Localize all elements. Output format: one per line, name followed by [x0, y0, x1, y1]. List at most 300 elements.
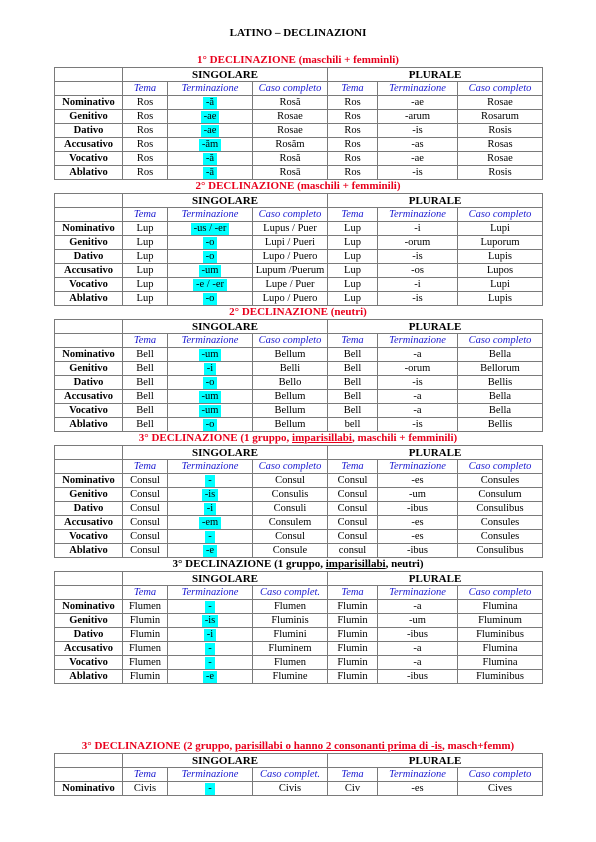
column-header-row: [55, 334, 543, 348]
plur-caso-completo: Rosis: [458, 166, 543, 180]
highlighted-ending: -i: [204, 363, 216, 375]
sing-terminazione: [168, 96, 253, 110]
sing-terminazione: [168, 600, 253, 614]
number-header-row: [55, 68, 543, 82]
plur-caso-completo: Flumina: [458, 600, 543, 614]
declension-row: [55, 782, 543, 796]
case-name: Ablativo: [55, 292, 123, 306]
plur-terminazione: -orum: [378, 236, 458, 250]
sing-terminazione: [168, 516, 253, 530]
highlighted-ending: -ă: [203, 153, 217, 165]
caso-completo-header: Caso completo: [253, 208, 328, 222]
sing-tema: Ros: [123, 96, 168, 110]
column-header-row: [55, 586, 543, 600]
singolare-header: SINGOLARE: [123, 68, 328, 82]
terminazione-header: Terminazione: [168, 208, 253, 222]
highlighted-ending: -: [205, 531, 215, 543]
plur-caso-completo: Consulibus: [458, 502, 543, 516]
sing-terminazione: [168, 292, 253, 306]
highlighted-ending: -ae: [201, 125, 220, 137]
plurale-header: PLURALE: [328, 572, 543, 586]
terminazione-header: Terminazione: [378, 82, 458, 96]
sing-terminazione: [168, 614, 253, 628]
sing-terminazione: [168, 362, 253, 376]
sing-caso-completo: Lupum /Puerum: [253, 264, 328, 278]
sing-tema: Bell: [123, 348, 168, 362]
plur-tema: Flumin: [328, 628, 378, 642]
plur-caso-completo: Bellorum: [458, 362, 543, 376]
sing-caso-completo: Consul: [253, 530, 328, 544]
plur-terminazione: -is: [378, 376, 458, 390]
number-header-row: [55, 754, 543, 768]
plur-terminazione: -orum: [378, 362, 458, 376]
case-name: Dativo: [55, 502, 123, 516]
plur-terminazione: -es: [378, 530, 458, 544]
sing-terminazione: [168, 502, 253, 516]
sing-caso-completo: Lupo / Puero: [253, 250, 328, 264]
sing-tema: Lup: [123, 292, 168, 306]
highlighted-ending: -is: [202, 489, 219, 501]
caso-completo-header: Caso completo: [458, 768, 543, 782]
sing-tema: Bell: [123, 404, 168, 418]
tema-header: Tema: [123, 334, 168, 348]
plur-terminazione: -is: [378, 166, 458, 180]
sing-terminazione: [168, 348, 253, 362]
case-name: Vocativo: [55, 404, 123, 418]
tema-header: Tema: [123, 208, 168, 222]
case-name: Accusativo: [55, 516, 123, 530]
sing-caso-completo: Lupus / Puer: [253, 222, 328, 236]
plur-caso-completo: Lupi: [458, 278, 543, 292]
declension-row: [55, 516, 543, 530]
highlighted-ending: -ă: [203, 97, 217, 109]
plurale-header: PLURALE: [328, 446, 543, 460]
plur-caso-completo: Rosae: [458, 96, 543, 110]
sing-terminazione: [168, 110, 253, 124]
highlighted-ending: -e / -er: [193, 279, 227, 291]
plur-caso-completo: Cives: [458, 782, 543, 796]
column-header-row: [55, 768, 543, 782]
sing-terminazione: [168, 418, 253, 432]
terminazione-header: Terminazione: [378, 208, 458, 222]
sing-tema: Consul: [123, 544, 168, 558]
sing-terminazione: [168, 264, 253, 278]
tema-header: Tema: [328, 82, 378, 96]
plur-tema: Consul: [328, 516, 378, 530]
sing-tema: Consul: [123, 530, 168, 544]
plur-tema: Lup: [328, 278, 378, 292]
case-name: Dativo: [55, 250, 123, 264]
sing-caso-completo: Bello: [253, 376, 328, 390]
sing-caso-completo: Bellum: [253, 390, 328, 404]
plur-tema: Flumin: [328, 600, 378, 614]
declension-row: [55, 670, 543, 684]
highlighted-ending: -o: [203, 251, 218, 263]
declension-row: [55, 628, 543, 642]
terminazione-header: Terminazione: [378, 334, 458, 348]
case-name: Accusativo: [55, 390, 123, 404]
plur-caso-completo: Rosae: [458, 152, 543, 166]
sing-terminazione: [168, 222, 253, 236]
tema-header: Tema: [328, 208, 378, 222]
column-header-row: [55, 460, 543, 474]
terminazione-header: Terminazione: [168, 334, 253, 348]
sing-terminazione: [168, 530, 253, 544]
sing-caso-completo: Civis: [253, 782, 328, 796]
plur-tema: Ros: [328, 166, 378, 180]
sing-tema: Consul: [123, 516, 168, 530]
column-header-row: [55, 208, 543, 222]
sing-tema: Bell: [123, 376, 168, 390]
page-title: LATINO – DECLINAZIONI: [229, 27, 367, 39]
number-header-row: [55, 194, 543, 208]
plur-caso-completo: Rosis: [458, 124, 543, 138]
plur-caso-completo: Consules: [458, 516, 543, 530]
plur-caso-completo: Rosarum: [458, 110, 543, 124]
sing-terminazione: [168, 124, 253, 138]
declension-row: [55, 110, 543, 124]
singolare-header: SINGOLARE: [123, 194, 328, 208]
plur-terminazione: -is: [378, 250, 458, 264]
sing-tema: Consul: [123, 488, 168, 502]
case-name: Ablativo: [55, 670, 123, 684]
plur-terminazione: -es: [378, 474, 458, 488]
plur-terminazione: -is: [378, 292, 458, 306]
sing-caso-completo: Rosă: [253, 152, 328, 166]
caso-completo-header: Caso completo: [458, 460, 543, 474]
empty-cell: [55, 334, 123, 348]
sing-terminazione: [168, 656, 253, 670]
caso-completo-header: Caso completo: [253, 334, 328, 348]
highlighted-ending: -: [205, 643, 215, 655]
plur-caso-completo: Fluminibus: [458, 670, 543, 684]
section-title-part: parisillabi o hanno 2 consonanti prima di -is: [235, 740, 442, 752]
section-title: [0, 558, 596, 571]
sing-tema: Flumen: [123, 656, 168, 670]
number-header-row: [55, 446, 543, 460]
case-name: Accusativo: [55, 642, 123, 656]
plur-caso-completo: Lupos: [458, 264, 543, 278]
tema-header: Tema: [123, 460, 168, 474]
sing-caso-completo: Flumen: [253, 600, 328, 614]
singolare-header: SINGOLARE: [123, 572, 328, 586]
sing-tema: Flumin: [123, 614, 168, 628]
plur-tema: Lup: [328, 250, 378, 264]
plur-tema: Bell: [328, 376, 378, 390]
sing-caso-completo: Lupi / Pueri: [253, 236, 328, 250]
plur-caso-completo: Bellis: [458, 376, 543, 390]
sing-terminazione: [168, 670, 253, 684]
case-name: Vocativo: [55, 656, 123, 670]
plur-caso-completo: Bellis: [458, 418, 543, 432]
singolare-header: SINGOLARE: [123, 320, 328, 334]
declension-table: [54, 571, 543, 684]
declension-row: [55, 236, 543, 250]
plur-caso-completo: Bella: [458, 390, 543, 404]
tema-header: Tema: [328, 586, 378, 600]
empty-cell: [55, 82, 123, 96]
tema-header: Tema: [328, 334, 378, 348]
sing-tema: Lup: [123, 264, 168, 278]
plur-tema: Ros: [328, 138, 378, 152]
declension-table: [54, 67, 543, 180]
plur-tema: Ros: [328, 110, 378, 124]
section-title-part: , masch+femm): [441, 740, 515, 752]
sing-terminazione: [168, 278, 253, 292]
caso-completo-header: Caso completo: [253, 82, 328, 96]
singolare-header: SINGOLARE: [123, 446, 328, 460]
empty-cell: [55, 208, 123, 222]
section-title: [0, 740, 596, 753]
case-name: Nominativo: [55, 348, 123, 362]
number-header-row: [55, 572, 543, 586]
section-title-part: 3° DECLINAZIONE (1 gruppo,: [172, 558, 326, 570]
declension-row: [55, 362, 543, 376]
plur-terminazione: -ibus: [378, 544, 458, 558]
case-name: Nominativo: [55, 222, 123, 236]
plur-caso-completo: Consulum: [458, 488, 543, 502]
tema-header: Tema: [328, 460, 378, 474]
highlighted-ending: -is: [202, 615, 219, 627]
plur-tema: Bell: [328, 390, 378, 404]
case-name: Ablativo: [55, 418, 123, 432]
sing-terminazione: [168, 782, 253, 796]
declension-row: [55, 166, 543, 180]
declension-row: [55, 152, 543, 166]
sing-tema: Flumen: [123, 600, 168, 614]
case-name: Ablativo: [55, 166, 123, 180]
highlighted-ending: -um: [199, 265, 222, 277]
declension-row: [55, 264, 543, 278]
plur-tema: Lup: [328, 222, 378, 236]
section-title: 2° DECLINAZIONE (maschili + femminili): [195, 180, 401, 192]
case-name: Nominativo: [55, 782, 123, 796]
plur-tema: Ros: [328, 124, 378, 138]
declension-row: [55, 418, 543, 432]
declension-row: [55, 600, 543, 614]
sing-caso-completo: Bellum: [253, 348, 328, 362]
section-title-part: , neutri): [385, 558, 424, 570]
plur-tema: Bell: [328, 404, 378, 418]
sing-terminazione: [168, 166, 253, 180]
sing-terminazione: [168, 474, 253, 488]
terminazione-header: Terminazione: [168, 768, 253, 782]
plur-terminazione: -i: [378, 278, 458, 292]
sing-caso-completo: Flumine: [253, 670, 328, 684]
highlighted-ending: -: [205, 475, 215, 487]
sing-tema: Ros: [123, 124, 168, 138]
case-name: Dativo: [55, 124, 123, 138]
plur-tema: Flumin: [328, 614, 378, 628]
plur-tema: Bell: [328, 348, 378, 362]
plur-caso-completo: Consulibus: [458, 544, 543, 558]
plur-terminazione: -a: [378, 600, 458, 614]
plur-tema: Bell: [328, 362, 378, 376]
sing-terminazione: [168, 488, 253, 502]
sing-tema: Lup: [123, 250, 168, 264]
plur-caso-completo: Flumina: [458, 656, 543, 670]
sing-tema: Ros: [123, 152, 168, 166]
plur-terminazione: -is: [378, 418, 458, 432]
plurale-header: PLURALE: [328, 320, 543, 334]
declension-row: [55, 656, 543, 670]
highlighted-ending: -: [205, 601, 215, 613]
plur-terminazione: -as: [378, 138, 458, 152]
sing-caso-completo: Lupo / Puero: [253, 292, 328, 306]
highlighted-ending: -us / -er: [191, 223, 230, 235]
sing-terminazione: [168, 250, 253, 264]
sing-tema: Lup: [123, 236, 168, 250]
highlighted-ending: -o: [203, 419, 218, 431]
caso-completo-header: Caso complet.: [253, 768, 328, 782]
sing-caso-completo: Rosae: [253, 110, 328, 124]
sing-caso-completo: Consul: [253, 474, 328, 488]
plur-caso-completo: Luporum: [458, 236, 543, 250]
plur-caso-completo: Fluminum: [458, 614, 543, 628]
plur-terminazione: -ae: [378, 96, 458, 110]
caso-completo-header: Caso complet.: [253, 586, 328, 600]
declension-row: [55, 138, 543, 152]
plur-caso-completo: Consules: [458, 530, 543, 544]
sing-terminazione: [168, 376, 253, 390]
section-title-part: 3° DECLINAZIONE (1 gruppo,: [138, 432, 293, 444]
case-name: Nominativo: [55, 96, 123, 110]
plur-terminazione: -a: [378, 656, 458, 670]
highlighted-ending: -ā: [203, 167, 217, 179]
highlighted-ending: -o: [203, 293, 218, 305]
plur-terminazione: -es: [378, 516, 458, 530]
sing-tema: Bell: [123, 362, 168, 376]
case-name: Genitivo: [55, 110, 123, 124]
plur-terminazione: -is: [378, 124, 458, 138]
plur-terminazione: -ae: [378, 152, 458, 166]
sing-caso-completo: Lupe / Puer: [253, 278, 328, 292]
sing-terminazione: [168, 642, 253, 656]
sing-terminazione: [168, 390, 253, 404]
empty-cell: [55, 460, 123, 474]
sing-caso-completo: Bellum: [253, 404, 328, 418]
caso-completo-header: Caso completo: [458, 586, 543, 600]
terminazione-header: Terminazione: [168, 82, 253, 96]
sing-caso-completo: Bellum: [253, 418, 328, 432]
section-title: 2° DECLINAZIONE (neutri): [229, 306, 367, 318]
sing-terminazione: [168, 544, 253, 558]
sing-tema: Civis: [123, 782, 168, 796]
caso-completo-header: Caso completo: [253, 460, 328, 474]
declension-table: [54, 445, 543, 558]
plurale-header: PLURALE: [328, 68, 543, 82]
sing-caso-completo: Consulis: [253, 488, 328, 502]
sing-tema: Flumin: [123, 628, 168, 642]
plur-terminazione: -os: [378, 264, 458, 278]
case-name: Genitivo: [55, 236, 123, 250]
plur-tema: Flumin: [328, 642, 378, 656]
plur-caso-completo: Bella: [458, 348, 543, 362]
section-title-part: imparisillabi: [325, 558, 386, 570]
case-name: Nominativo: [55, 474, 123, 488]
plur-terminazione: -arum: [378, 110, 458, 124]
declension-tables-continued: [0, 740, 596, 796]
case-name: Ablativo: [55, 544, 123, 558]
plur-caso-completo: Consules: [458, 474, 543, 488]
plur-terminazione: -es: [378, 782, 458, 796]
plur-tema: consul: [328, 544, 378, 558]
number-header-row: [55, 320, 543, 334]
sing-tema: Bell: [123, 390, 168, 404]
declension-row: [55, 474, 543, 488]
empty-cell: [55, 320, 123, 334]
empty-cell: [55, 572, 123, 586]
sing-caso-completo: Rosā: [253, 166, 328, 180]
plur-terminazione: -a: [378, 390, 458, 404]
case-name: Dativo: [55, 376, 123, 390]
plur-tema: Consul: [328, 502, 378, 516]
sing-caso-completo: Consule: [253, 544, 328, 558]
tema-header: Tema: [123, 586, 168, 600]
empty-cell: [55, 446, 123, 460]
sing-caso-completo: Rosae: [253, 124, 328, 138]
sing-caso-completo: Fluminis: [253, 614, 328, 628]
case-name: Vocativo: [55, 152, 123, 166]
declension-table: [54, 319, 543, 432]
highlighted-ending: -o: [203, 377, 218, 389]
declension-tables: [0, 54, 596, 684]
case-name: Accusativo: [55, 264, 123, 278]
empty-cell: [55, 68, 123, 82]
plur-caso-completo: Lupis: [458, 292, 543, 306]
plur-terminazione: -ibus: [378, 628, 458, 642]
sing-terminazione: [168, 628, 253, 642]
plur-terminazione: -i: [378, 222, 458, 236]
sing-caso-completo: Rosă: [253, 96, 328, 110]
declension-row: [55, 544, 543, 558]
section-title-part: , maschili + femminili): [351, 432, 458, 444]
terminazione-header: Terminazione: [378, 768, 458, 782]
plur-tema: Consul: [328, 474, 378, 488]
singolare-header: SINGOLARE: [123, 754, 328, 768]
tema-header: Tema: [123, 768, 168, 782]
plur-tema: bell: [328, 418, 378, 432]
terminazione-header: Terminazione: [168, 460, 253, 474]
terminazione-header: Terminazione: [378, 586, 458, 600]
plur-terminazione: -um: [378, 488, 458, 502]
highlighted-ending: -i: [204, 629, 216, 641]
sing-caso-completo: Consuli: [253, 502, 328, 516]
terminazione-header: Terminazione: [378, 460, 458, 474]
declension-row: [55, 278, 543, 292]
caso-completo-header: Caso completo: [458, 82, 543, 96]
plur-tema: Civ: [328, 782, 378, 796]
plur-tema: Lup: [328, 236, 378, 250]
highlighted-ending: -um: [199, 405, 222, 417]
declension-row: [55, 96, 543, 110]
declension-row: [55, 488, 543, 502]
declension-row: [55, 390, 543, 404]
caso-completo-header: Caso completo: [458, 334, 543, 348]
declension-row: [55, 502, 543, 516]
plur-tema: Flumin: [328, 670, 378, 684]
plur-terminazione: -a: [378, 348, 458, 362]
case-name: Dativo: [55, 628, 123, 642]
empty-cell: [55, 194, 123, 208]
plur-caso-completo: Lupi: [458, 222, 543, 236]
plurale-header: PLURALE: [328, 754, 543, 768]
empty-cell: [55, 768, 123, 782]
case-name: Accusativo: [55, 138, 123, 152]
case-name: Vocativo: [55, 278, 123, 292]
highlighted-ending: -e: [203, 545, 217, 557]
plur-terminazione: -um: [378, 614, 458, 628]
